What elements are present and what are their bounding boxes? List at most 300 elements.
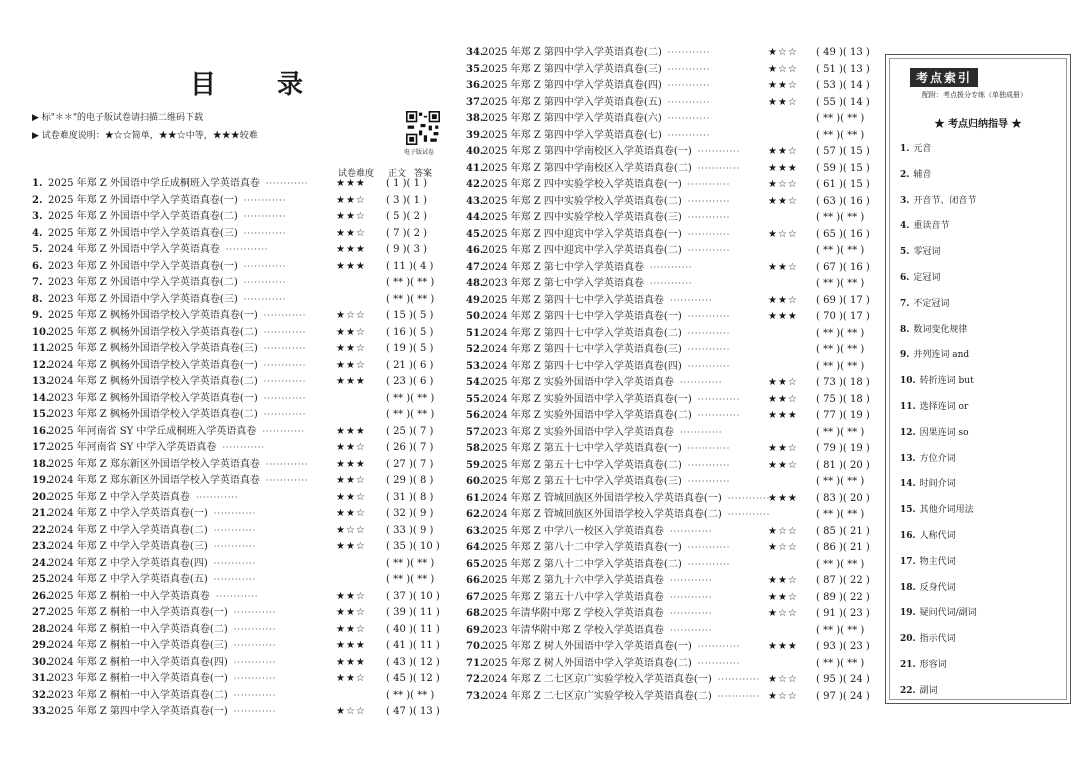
topic-number: 11. bbox=[900, 401, 916, 412]
toc-entry[interactable] bbox=[32, 704, 444, 721]
toc-entry[interactable] bbox=[466, 392, 876, 409]
toc-entry[interactable] bbox=[32, 176, 444, 193]
entry-title: 2024 年郑 Z 二七区京广实验学校入学英语真卷(一) bbox=[482, 674, 712, 685]
entry-title: 2024 年郑 Z 第七中学入学英语真卷 bbox=[482, 261, 644, 273]
entry-number: 15. bbox=[32, 409, 50, 420]
difficulty-stars: ★★☆ bbox=[768, 377, 798, 388]
difficulty-stars: ★★☆ bbox=[336, 343, 366, 354]
entry-title: 2025 年郑 Z 第四中学南校区入学英语真卷(一) bbox=[482, 146, 692, 157]
difficulty-stars: ★★☆ bbox=[336, 607, 366, 618]
entry-number: 57. bbox=[466, 426, 484, 438]
topic-item[interactable] bbox=[900, 528, 977, 554]
dot-leader: ············ bbox=[697, 394, 741, 404]
toc-entry[interactable] bbox=[32, 490, 444, 507]
page-numbers: ( ** )( ** ) bbox=[816, 360, 865, 372]
toc-entry[interactable] bbox=[32, 391, 444, 408]
difficulty-stars: ★★☆ bbox=[768, 443, 798, 454]
topic-item[interactable] bbox=[900, 605, 977, 631]
entry-number: 61. bbox=[466, 492, 484, 504]
entry-title: 2025 年清华附中郑 Z 学校入学英语真卷 bbox=[482, 608, 664, 619]
page-numbers: ( 55 )( 14 ) bbox=[816, 96, 870, 108]
entry-title: 2025 年郑 Z 四中实验学校入学英语真卷(三) bbox=[482, 212, 682, 223]
difficulty-stars: ★☆☆ bbox=[768, 542, 798, 553]
entry-title: 2023 年郑 Z 第七中学入学英语真卷 bbox=[482, 278, 644, 289]
topic-number: 19. bbox=[900, 608, 916, 619]
dot-leader: ············ bbox=[679, 427, 723, 437]
toc-entry[interactable] bbox=[32, 688, 444, 705]
toc-entry[interactable] bbox=[32, 358, 444, 375]
toc-left-column bbox=[32, 176, 444, 721]
topic-item[interactable] bbox=[900, 218, 977, 244]
toc-entry[interactable] bbox=[32, 407, 444, 424]
dot-leader: ············ bbox=[263, 327, 307, 337]
toc-entry[interactable] bbox=[466, 161, 876, 178]
page-numbers: ( ** )( ** ) bbox=[386, 574, 435, 585]
toc-entry[interactable] bbox=[32, 457, 444, 474]
toc-entry[interactable] bbox=[466, 639, 876, 656]
entry-number: 59. bbox=[466, 459, 484, 471]
dot-leader: ············ bbox=[687, 328, 731, 338]
toc-middle-column bbox=[466, 45, 876, 705]
dot-leader: ············ bbox=[265, 476, 309, 485]
entry-title: 2023 年郑 Z 外国语中学入学英语真卷(二) bbox=[48, 277, 238, 288]
dot-leader: ············ bbox=[243, 278, 287, 287]
toc-entry[interactable] bbox=[32, 589, 444, 606]
entry-title: 2025 年郑 Z 第八十二中学入学英语真卷(一) bbox=[482, 542, 682, 553]
entry-number: 35. bbox=[466, 63, 484, 75]
dot-leader: ············ bbox=[697, 642, 741, 651]
page-numbers: ( ** )( ** ) bbox=[386, 392, 435, 404]
entry-title: 2024 年郑 Z 枫杨外国语学校入学英语真卷(二) bbox=[48, 376, 258, 387]
topic-number: 3. bbox=[900, 195, 910, 206]
toc-entry[interactable] bbox=[466, 491, 876, 508]
toc-entry[interactable] bbox=[466, 342, 876, 359]
entry-title: 2024 年郑 Z 桐柏一中入学英语真卷(三) bbox=[48, 640, 228, 651]
dot-leader: ············ bbox=[687, 196, 731, 206]
toc-entry[interactable] bbox=[466, 276, 876, 293]
difficulty-stars: ★★★ bbox=[336, 178, 366, 189]
toc-entry[interactable] bbox=[32, 539, 444, 556]
difficulty-stars: ★★★ bbox=[336, 260, 366, 272]
topic-label: 方位介词 bbox=[919, 453, 956, 464]
toc-entry[interactable] bbox=[466, 689, 876, 706]
topic-number: 20. bbox=[900, 634, 916, 645]
topic-item[interactable] bbox=[900, 141, 977, 167]
toc-entry[interactable] bbox=[466, 623, 876, 640]
dot-leader: ············ bbox=[687, 213, 731, 222]
topic-label: 因果连词 so bbox=[919, 427, 969, 438]
entry-number: 60. bbox=[466, 476, 484, 487]
toc-entry[interactable] bbox=[466, 573, 876, 590]
dot-leader: ············ bbox=[243, 261, 287, 271]
topic-label: 人称代词 bbox=[919, 530, 956, 541]
page-numbers: ( 67 )( 16 ) bbox=[816, 261, 870, 273]
toc-entry[interactable] bbox=[466, 177, 876, 194]
topic-number: 15. bbox=[900, 505, 916, 516]
toc-entry[interactable] bbox=[466, 458, 876, 475]
entry-title: 2023 年郑 Z 枫杨外国语学校入学英语真卷(一) bbox=[48, 392, 258, 404]
entry-title: 2024 年郑 Z 中学入学英语真卷(一) bbox=[48, 508, 208, 519]
page-numbers: ( ** )( ** ) bbox=[816, 509, 865, 520]
entry-number: 31. bbox=[32, 673, 50, 684]
page-numbers: ( ** )( ** ) bbox=[816, 212, 865, 223]
dot-leader: ············ bbox=[687, 229, 731, 239]
entry-number: 41. bbox=[466, 162, 484, 174]
toc-entry[interactable] bbox=[32, 655, 444, 672]
difficulty-stars: ★★☆ bbox=[336, 491, 366, 503]
entry-title: 2023 年郑 Z 实验外国语中学入学英语真卷 bbox=[482, 426, 674, 438]
entry-number: 9. bbox=[32, 310, 43, 321]
entry-title: 2023 年清华附中郑 Z 学校入学英语真卷 bbox=[482, 624, 664, 636]
entry-number: 16. bbox=[32, 425, 50, 437]
toc-entry[interactable] bbox=[466, 210, 876, 227]
topic-label: 疑问代词/副词 bbox=[919, 608, 977, 619]
dot-leader: ············ bbox=[667, 81, 711, 90]
topic-item[interactable] bbox=[900, 193, 977, 219]
page-numbers: ( ** )( ** ) bbox=[816, 278, 865, 289]
toc-entry[interactable] bbox=[466, 293, 876, 310]
page-numbers: ( ** )( ** ) bbox=[816, 245, 865, 256]
topic-item[interactable] bbox=[900, 347, 977, 373]
entry-number: 4. bbox=[32, 227, 43, 239]
entry-number: 13. bbox=[32, 376, 50, 387]
page-numbers: ( 23 )( 6 ) bbox=[386, 376, 434, 387]
page-numbers: ( 3 )( 1 ) bbox=[386, 194, 428, 206]
toc-entry[interactable] bbox=[32, 424, 444, 441]
entry-title: 2025 年郑 Z 外国语中学丘成桐班入学英语真卷 bbox=[48, 178, 260, 189]
difficulty-stars: ★★☆ bbox=[336, 227, 366, 239]
entry-number: 73. bbox=[466, 690, 484, 702]
toc-entry[interactable] bbox=[466, 62, 876, 79]
topic-item[interactable] bbox=[900, 554, 977, 580]
page-numbers: ( 83 )( 20 ) bbox=[816, 492, 870, 504]
entry-title: 2024 年郑 Z 外国语中学入学英语真卷 bbox=[48, 244, 220, 255]
topic-item[interactable] bbox=[900, 244, 977, 270]
dot-leader: ············ bbox=[687, 312, 731, 321]
topic-item[interactable] bbox=[900, 451, 977, 477]
dot-leader: ············ bbox=[687, 477, 731, 486]
topic-number: 18. bbox=[900, 582, 916, 593]
toc-entry[interactable] bbox=[466, 441, 876, 458]
toc-entry[interactable] bbox=[466, 672, 876, 689]
page-numbers: ( ** )( ** ) bbox=[816, 327, 865, 339]
toc-entry[interactable] bbox=[466, 590, 876, 607]
topic-item[interactable] bbox=[900, 167, 977, 193]
entry-number: 12. bbox=[32, 359, 50, 371]
topic-number: 21. bbox=[900, 659, 916, 670]
difficulty-stars: ★☆☆ bbox=[768, 228, 798, 240]
entry-title: 2025 年郑 Z 第四中学入学英语真卷(二) bbox=[482, 47, 662, 58]
dot-leader: ············ bbox=[233, 608, 277, 617]
entry-number: 33. bbox=[32, 706, 50, 717]
header-difficulty: 试卷难度 bbox=[338, 169, 375, 179]
entry-title: 2025 年郑 Z 第四十七中学入学英语真卷 bbox=[482, 294, 664, 306]
entry-title: 2023 年郑 Z 桐柏一中入学英语真卷(一) bbox=[48, 673, 228, 684]
entry-number: 2. bbox=[32, 194, 43, 206]
page-numbers: ( 70 )( 17 ) bbox=[816, 311, 870, 322]
toc-entry[interactable] bbox=[32, 605, 444, 622]
entry-number: 72. bbox=[466, 674, 484, 685]
dot-leader: ············ bbox=[687, 345, 731, 354]
page-numbers: ( 53 )( 14 ) bbox=[816, 80, 870, 91]
dot-leader: ············ bbox=[215, 591, 259, 601]
entry-number: 55. bbox=[466, 393, 484, 405]
entry-title: 2024 年郑 Z 桐柏一中入学英语真卷(二) bbox=[48, 623, 228, 635]
dot-leader: ············ bbox=[233, 674, 277, 683]
dot-leader: ············ bbox=[233, 624, 277, 634]
page-numbers: ( 29 )( 8 ) bbox=[386, 475, 434, 486]
toc-entry[interactable] bbox=[466, 524, 876, 541]
dot-leader: ············ bbox=[233, 690, 277, 700]
dot-leader: ············ bbox=[263, 377, 307, 386]
toc-entry[interactable] bbox=[32, 259, 444, 276]
toc-entry[interactable] bbox=[466, 45, 876, 62]
difficulty-stars: ★☆☆ bbox=[768, 608, 798, 619]
topic-number: 22. bbox=[900, 685, 916, 696]
topic-number: 16. bbox=[900, 530, 916, 541]
toc-entry[interactable] bbox=[32, 374, 444, 391]
page-numbers: ( 93 )( 23 ) bbox=[816, 641, 870, 652]
page-numbers: ( 61 )( 15 ) bbox=[816, 179, 870, 190]
page-numbers: ( 86 )( 21 ) bbox=[816, 542, 870, 553]
topic-label: 数词变化规律 bbox=[913, 324, 968, 335]
difficulty-stars: ★★★ bbox=[336, 425, 366, 437]
toc-entry[interactable] bbox=[32, 671, 444, 688]
topic-index-panel bbox=[885, 54, 1071, 704]
toc-entry[interactable] bbox=[466, 128, 876, 145]
page-numbers: ( ** )( ** ) bbox=[816, 476, 865, 487]
page-numbers: ( 69 )( 17 ) bbox=[816, 294, 870, 306]
entry-number: 34. bbox=[466, 47, 484, 58]
entry-number: 43. bbox=[466, 195, 484, 207]
toc-entry[interactable] bbox=[32, 622, 444, 639]
dot-leader: ············ bbox=[233, 707, 277, 716]
entry-title: 2024 年郑 Z 中学入学英语真卷(三) bbox=[48, 541, 208, 552]
page-numbers: ( 40 )( 11 ) bbox=[386, 623, 440, 635]
toc-entry[interactable] bbox=[32, 242, 444, 259]
entry-title: 2025 年郑 Z 第五十七中学入学英语真卷(二) bbox=[482, 459, 682, 471]
entry-title: 2024 年郑 Z 桐柏一中入学英语真卷(四) bbox=[48, 656, 228, 668]
topic-item[interactable] bbox=[900, 322, 977, 348]
difficulty-stars: ★★☆ bbox=[336, 623, 366, 635]
dot-leader: ············ bbox=[649, 279, 693, 288]
topic-number: 2. bbox=[900, 169, 910, 180]
toc-entry[interactable] bbox=[466, 656, 876, 673]
toc-entry[interactable] bbox=[466, 474, 876, 491]
toc-entry[interactable] bbox=[32, 292, 444, 309]
topic-label: 开音节、闭音节 bbox=[913, 195, 977, 206]
entry-title: 2025 年郑 Z 四中迎宾中学入学英语真卷(一) bbox=[482, 228, 682, 240]
entry-title: 2024 年郑 Z 第四十七中学入学英语真卷(二) bbox=[482, 327, 682, 339]
topic-item[interactable] bbox=[900, 476, 977, 502]
entry-number: 66. bbox=[466, 575, 484, 586]
topic-number: 7. bbox=[900, 298, 910, 309]
entry-number: 40. bbox=[466, 146, 484, 157]
toc-entry[interactable] bbox=[466, 359, 876, 376]
difficulty-stars: ★☆☆ bbox=[768, 690, 798, 702]
topic-item[interactable] bbox=[900, 373, 977, 399]
dot-leader: ············ bbox=[669, 295, 713, 305]
difficulty-stars: ★☆☆ bbox=[768, 674, 798, 685]
entry-title: 2024 年郑 Z 管城回族区外国语学校入学英语真卷(一) bbox=[482, 492, 722, 504]
topic-item[interactable] bbox=[900, 296, 977, 322]
dot-leader: ············ bbox=[262, 426, 305, 436]
entry-title: 2023 年郑 Z 外国语中学入学英语真卷(三) bbox=[48, 293, 238, 305]
entry-number: 6. bbox=[32, 260, 43, 272]
page-numbers: ( 41 )( 11 ) bbox=[386, 640, 440, 651]
entry-number: 20. bbox=[32, 491, 50, 503]
difficulty-stars: ★★★ bbox=[768, 641, 798, 652]
dot-leader: ············ bbox=[687, 180, 731, 189]
entry-number: 63. bbox=[466, 525, 484, 537]
toc-entry[interactable] bbox=[32, 193, 444, 210]
page-numbers: ( 47 )( 13 ) bbox=[386, 706, 440, 717]
entry-number: 36. bbox=[466, 80, 484, 91]
topic-item[interactable] bbox=[900, 631, 977, 657]
difficulty-stars: ★★☆ bbox=[768, 195, 798, 207]
topic-label: 并列连词 and bbox=[913, 350, 970, 361]
entry-title: 2025 年郑 Z 四中实验学校入学英语真卷(一) bbox=[482, 179, 682, 190]
toc-entry[interactable] bbox=[32, 638, 444, 655]
topic-number: 1. bbox=[900, 144, 910, 154]
toc-entry[interactable] bbox=[466, 243, 876, 260]
page-numbers: ( ** )( ** ) bbox=[816, 129, 865, 141]
qr-code-icon[interactable] bbox=[406, 111, 440, 145]
page-title: 目 录 bbox=[190, 70, 330, 100]
difficulty-stars: ★★★ bbox=[768, 492, 798, 504]
toc-entry[interactable] bbox=[32, 506, 444, 523]
toc-entry[interactable] bbox=[32, 523, 444, 540]
difficulty-stars: ★★☆ bbox=[336, 673, 366, 684]
toc-entry[interactable] bbox=[32, 325, 444, 342]
dot-leader: ············ bbox=[222, 443, 265, 452]
topic-item[interactable] bbox=[900, 657, 977, 683]
dot-leader: ············ bbox=[727, 510, 771, 519]
entry-number: 32. bbox=[32, 689, 50, 701]
page-numbers: ( ** )( ** ) bbox=[386, 277, 435, 288]
topic-index-subtitle: 配附：考点拨分专练（单独成册） bbox=[922, 91, 1027, 99]
toc-entry[interactable] bbox=[32, 572, 444, 589]
topic-number: 5. bbox=[900, 247, 910, 258]
toc-entry[interactable] bbox=[466, 408, 876, 425]
entry-title: 2025 年郑 Z 四中实验学校入学英语真卷(二) bbox=[482, 195, 682, 207]
page-numbers: ( 27 )( 7 ) bbox=[386, 458, 434, 470]
difficulty-stars: ★★★ bbox=[336, 244, 366, 255]
toc-entry[interactable] bbox=[466, 260, 876, 277]
topic-item[interactable] bbox=[900, 683, 977, 709]
entry-title: 2024 年郑 Z 实验外国语中学入学英语真卷(一) bbox=[482, 393, 692, 405]
dot-leader: ············ bbox=[265, 459, 309, 469]
toc-entry[interactable] bbox=[466, 507, 876, 524]
toc-entry[interactable] bbox=[466, 425, 876, 442]
page-numbers: ( ** )( ** ) bbox=[816, 558, 865, 570]
topic-item[interactable] bbox=[900, 270, 977, 296]
toc-entry[interactable] bbox=[466, 557, 876, 574]
toc-entry[interactable] bbox=[32, 275, 444, 292]
dot-leader: ············ bbox=[717, 675, 761, 684]
dot-leader: ············ bbox=[213, 558, 257, 568]
entry-title: 2025 年郑 Z 中学入学英语真卷 bbox=[48, 491, 190, 503]
entry-number: 3. bbox=[32, 211, 43, 222]
entry-number: 14. bbox=[32, 392, 50, 404]
entry-number: 56. bbox=[466, 410, 484, 421]
toc-entry[interactable] bbox=[466, 540, 876, 557]
topic-item[interactable] bbox=[900, 580, 977, 606]
toc-entry[interactable] bbox=[32, 226, 444, 243]
entry-number: 44. bbox=[466, 212, 484, 223]
toc-entry[interactable] bbox=[32, 556, 444, 573]
toc-entry[interactable] bbox=[466, 78, 876, 95]
page-numbers: ( 59 )( 15 ) bbox=[816, 162, 870, 174]
toc-entry[interactable] bbox=[32, 440, 444, 457]
topic-number: 14. bbox=[900, 479, 916, 490]
entry-number: 27. bbox=[32, 607, 50, 618]
toc-entry[interactable] bbox=[32, 473, 444, 490]
entry-number: 23. bbox=[32, 541, 50, 552]
page-numbers: ( 21 )( 6 ) bbox=[386, 359, 434, 371]
dot-leader: ············ bbox=[717, 691, 761, 701]
entry-title: 2025 年郑 Z 实验外国语中学入学英语真卷 bbox=[482, 377, 674, 388]
toc-entry[interactable] bbox=[466, 606, 876, 623]
topic-label: 定冠词 bbox=[913, 272, 941, 283]
topic-item[interactable] bbox=[900, 399, 977, 425]
dot-leader: ············ bbox=[727, 493, 771, 503]
dot-leader: ············ bbox=[243, 212, 287, 221]
entry-number: 1. bbox=[32, 178, 43, 189]
toc-entry[interactable] bbox=[466, 227, 876, 244]
entry-number: 26. bbox=[32, 590, 50, 602]
entry-title: 2025 年郑 Z 第四中学入学英语真卷(六) bbox=[482, 113, 662, 124]
dot-leader: ············ bbox=[697, 658, 741, 668]
difficulty-stars: ★★★ bbox=[336, 640, 366, 651]
topic-label: 零冠词 bbox=[913, 247, 941, 258]
topic-item[interactable] bbox=[900, 502, 977, 528]
entry-number: 25. bbox=[32, 574, 50, 585]
topic-item[interactable] bbox=[900, 425, 977, 451]
dot-leader: ············ bbox=[667, 130, 711, 140]
toc-entry[interactable] bbox=[466, 194, 876, 211]
page-numbers: ( 73 )( 18 ) bbox=[816, 377, 870, 388]
toc-entry[interactable] bbox=[466, 144, 876, 161]
entry-title: 2025 年郑 Z 第八十二中学入学英语真卷(二) bbox=[482, 558, 682, 570]
toc-entry[interactable] bbox=[32, 209, 444, 226]
entry-title: 2025 年郑 Z 第五十八中学入学英语真卷 bbox=[482, 591, 664, 603]
toc-entry[interactable] bbox=[466, 375, 876, 392]
entry-number: 8. bbox=[32, 293, 43, 305]
difficulty-stars: ★★☆ bbox=[768, 294, 798, 306]
difficulty-stars: ★★☆ bbox=[336, 211, 366, 222]
toc-entry[interactable] bbox=[466, 309, 876, 326]
topic-label: 反身代词 bbox=[919, 582, 956, 593]
entry-number: 70. bbox=[466, 641, 484, 652]
entry-number: 19. bbox=[32, 475, 50, 486]
toc-entry[interactable] bbox=[32, 341, 444, 358]
difficulty-note: ▶ 试卷难度说明：★☆☆简单，★★☆中等，★★★较难 bbox=[32, 131, 258, 141]
dot-leader: ············ bbox=[213, 575, 257, 584]
difficulty-stars: ★★☆ bbox=[336, 442, 366, 453]
topic-label: 不定冠词 bbox=[913, 298, 950, 309]
entry-title: 2024 年郑 Z 郑东新区外国语学校入学英语真卷 bbox=[48, 475, 260, 486]
difficulty-stars: ★☆☆ bbox=[768, 179, 798, 190]
difficulty-stars: ★★★ bbox=[336, 458, 366, 470]
page-numbers: ( ** )( ** ) bbox=[386, 557, 435, 569]
difficulty-stars: ★★★ bbox=[336, 656, 366, 668]
toc-entry[interactable] bbox=[466, 326, 876, 343]
dot-leader: ············ bbox=[669, 625, 713, 635]
toc-entry[interactable] bbox=[466, 111, 876, 128]
toc-entry[interactable] bbox=[32, 308, 444, 325]
toc-entry[interactable] bbox=[466, 95, 876, 112]
